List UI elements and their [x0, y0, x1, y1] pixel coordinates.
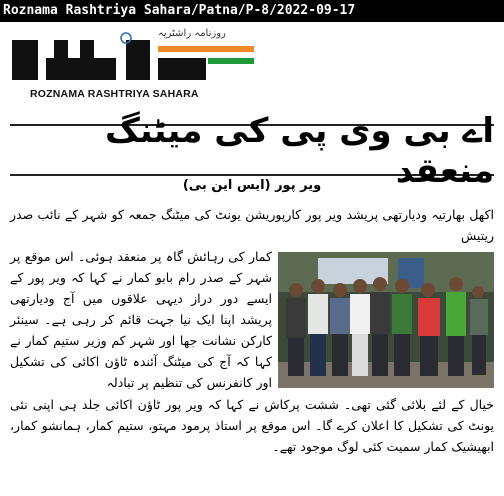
logo-urdu-tagline: روزنامہ راشٹریہ: [158, 28, 226, 39]
article-paragraph-column: کمار کی رہائش گاہ پر منعقد ہوئی۔ اس موقع پر شہر کے صدر رام بابو کمار نے کہا کہ ویر پور کے ایسے دور دراز دیہی علاقوں میں آج ودیارتھی پریشد اپنا ایک نیا جہت قائم کر رہی ہے۔ سینئر کارکن نشانت جھا اور شہر کم وزیر ستیم کمار نے کہا کہ آج کی میٹنگ آئندہ ٹاؤن اکائی کی تشکیل اور کانفرنس کی تنظیم پر تبادلہ: [10, 249, 272, 390]
headline-text: اے بی وی پی کی میٹنگ منعقد: [104, 110, 494, 191]
sahara-logo-mark: [8, 32, 258, 88]
article-paragraph-top: اکھل بھارتیہ ودیارتھی پریشد ویر پور کارپوریشن یونٹ کی میٹنگ جمعہ کو شہر کے نائب صدر ریتیش: [10, 207, 494, 243]
citation-text: Roznama Rashtriya Sahara/Patna/P-8/2022-09-17: [3, 3, 356, 18]
newspaper-citation-bar: [0, 0, 504, 22]
group-photo: [278, 252, 494, 388]
article-paragraph-bottom: خیال کے لئے بلائی گئی تھی۔ ششت پرکاش نے کہا کہ ویر پور ٹاؤن اکائی جلد ہی اپنی نئی یونٹ کی تشکیل کا اعلان کرے گا۔ اس موقع پر استاذ پرمود مہتو، ستیم کمار، ہمانشو کمار، ابھیشیک کمار سمیت کئی لوگ موجود تھے۔: [10, 397, 494, 454]
logo-subtitle: ROZNAMA RASHTRIYA SAHARA: [30, 88, 199, 100]
article-dateline: ویر پور (ایس این بی): [182, 178, 322, 193]
newspaper-logo: [8, 28, 258, 118]
